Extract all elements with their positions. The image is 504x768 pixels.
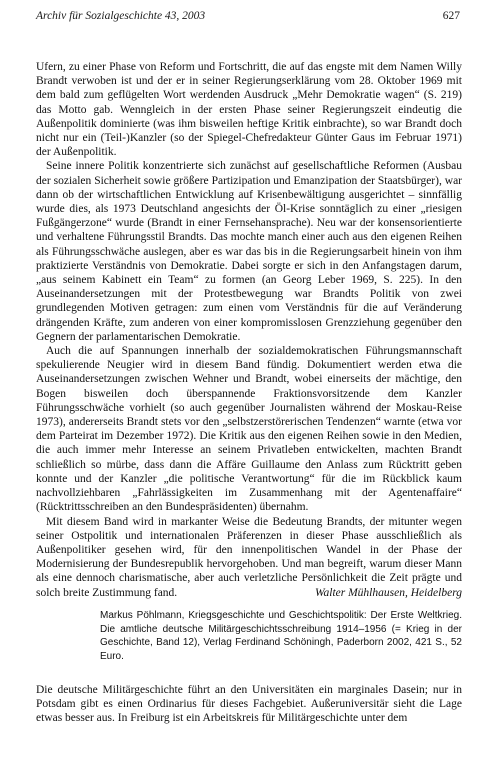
- next-review-opening: Die deutsche Militärgeschichte führt an den Universitäten ein marginales Dasein; nur in Potsdam gibt es einen Ordinarius für dieses Fachgebiet. Außeruniversitär sieht die Lage etwas besser aus. In Freiburg ist ein Arbeitskreis für Militärgeschichte unter dem: [36, 684, 462, 725]
- page-number: 627: [442, 10, 460, 22]
- next-review-body: [36, 683, 462, 726]
- review-paragraph: Seine innere Politik konzentrierte sich zunächst auf gesellschaftliche Reformen (Ausbau der sozialen Sicherheit sowie größere Partizipation und Emanzipation der Staatsbürger), war dann ob der wirtschaftlichen Entwicklung auf Krisenbewältigung ausgerichtet – sinnfällig wurde dies, als 1973 Deutschland angesichts der Öl-Krise sonntäglich zu einer „riesigen Fußgängerzone“ wurde (Brandt in einer Fernsehansprache). Neu war der konsensorientierte und verhaltene Führungsstil Brandts. Das mochte manch einer auch aus den eigenen Reihen als Führungsschwäche auslegen, aber es war das bis in die Regierungsarbeit hinein von ihm praktizierte Verständnis von Demokratie. Dabei sorgte er sich in den Anfangstagen darum, „aus seinem Kabinett ein Team“ zu formen (an Georg Leber 1969, S. 225). In den Auseinandersetzungen mit der Protestbewegung war Brandts Politik von zwei grundlegenden Motiven getragen: zum einen vom Verständnis für die auf Veränderung drängenden Kräfte, zum anderen von einer kompromisslosen Grenzziehung gegenüber den Gegnern der parlamentarischen Demokratie.: [36, 160, 462, 343]
- journal-title: Archiv für Sozialgeschichte 43, 2003: [36, 10, 206, 22]
- review-body: [36, 60, 462, 600]
- running-head: [36, 10, 460, 28]
- review-paragraph-final: [36, 515, 462, 600]
- review-paragraph-text: Mit diesem Band wird in markanter Weise die Bedeutung Brandts, der mitunter wegen seiner Ostpolitik und internationalen Präferenzen in dieser Phase ausschließlich als Außenpolitiker gesehen wird, für den innenpolitischen Wandel in der Phase der Modernisierung der Bundesrepublik hervorgehoben. Und man begreift, warum dieser Mann als eine dennoch charismatische, aber auch verletzliche Persönlichkeit die Zeit prägte und solch breite Zustimmung fand.: [36, 515, 462, 599]
- reviewer-signature: Walter Mühlhausen, Heidelberg: [314, 586, 462, 599]
- review-paragraph: Auch die auf Spannungen innerhalb der sozialdemokratischen Führungsmannschaft spekulierende Neugier wird in diesem Band fündig. Dokumentiert werden etwa die Auseinandersetzungen zwischen Wehner und Brandt, wobei einerseits der mächtige, den Bogen bisweilen doch überspannende Fraktionsvorsitzende dem Kanzler Führungsschwäche vorhielt (so auch gegenüber Journalisten während der Moskau-Reise 1973), andererseits Brandt stets vor den „selbstzerstörerischen Tendenzen“ warnte (etwa vor dem Parteirat im Dezember 1972). Die Kritik aus den eigenen Reihen sowie in den Medien, die auch immer mehr Interesse an seinem Privatleben entwickelten, machten Brandt schließlich so mürbe, dass dann die Affäre Guillaume den Anlass zum Rücktritt geben konnte und der Kanzler „die politische Verantwortung“ für die im Rückblick kaum nachvollziehbaren „Fahrlässigkeiten im Zusammenhang mit der Agentenaffaire“ (Rücktrittsschreiben an den Bundespräsidenten) übernahm.: [36, 345, 462, 514]
- review-paragraph: Ufern, zu einer Phase von Reform und Fortschritt, die auf das engste mit dem Namen Willy Brandt verwoben ist und der er in seiner Regierungserklärung vom 28. Oktober 1969 mit dem bald zum geflügelten Wort werdenden Ausdruck „Mehr Demokratie wagen“ (S. 219) das Motto gab. Wenngleich in der ersten Phase seiner Regierungszeit eindeutig die Außenpolitik dominierte (was ihm bisweilen heftige Kritik einbrachte), so war Brandt doch nicht nur ein (Teil-)Kanzler (so der Spiegel-Chefredakteur Günter Gaus im Februar 1971) der Außenpolitik.: [36, 61, 462, 159]
- book-citation: Markus Pöhlmann, Kriegsgeschichte und Geschichtspolitik: Der Erste Weltkrieg. Die amtliche deutsche Militärgeschichtsschreibung 1914–1956 (= Krieg in der Geschichte, Band 12), Verlag Ferdinand Schöningh, Paderborn 2002, 421 S., 52 Euro.: [100, 610, 462, 662]
